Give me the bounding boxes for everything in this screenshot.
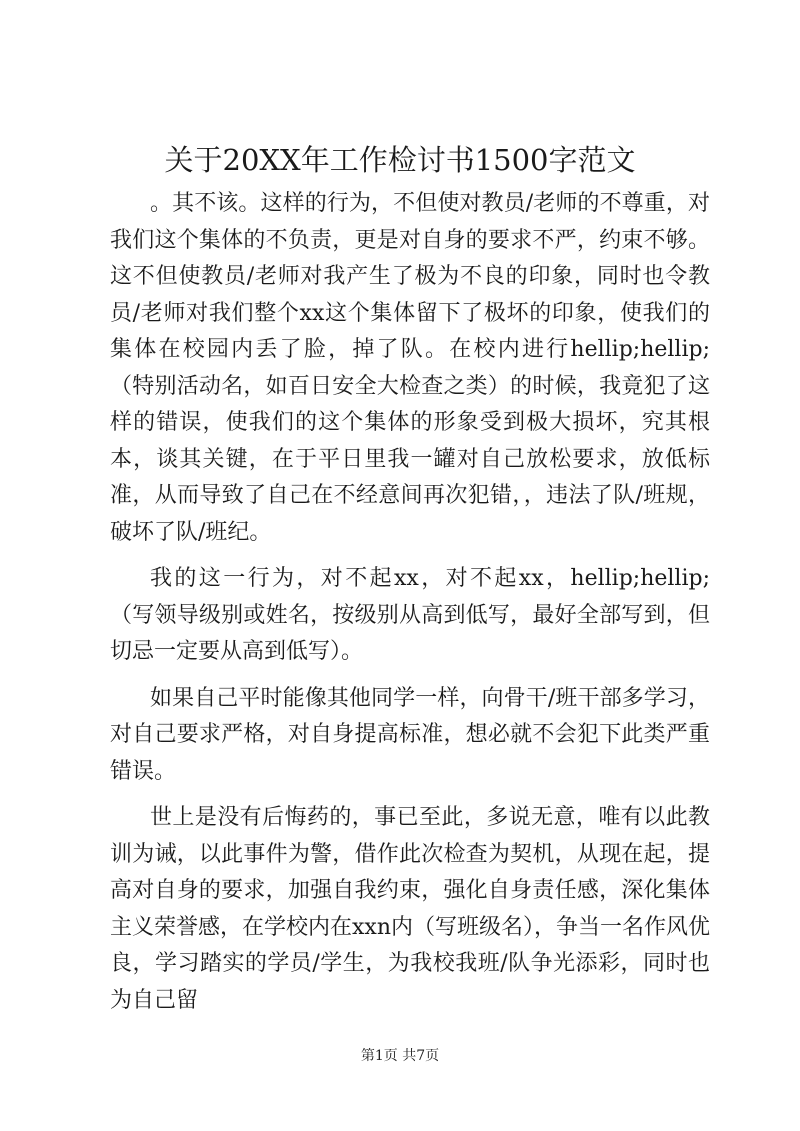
paragraph-4: 世上是没有后悔药的，事已至此，多说无意，唯有以此教训为诫，以此事件为警，借作此次检查为契机，从现在起，提高对自身的要求，加强自我约束，强化自身责任感，深化集体主义荣誉感，在学校内在xxn内（写班级名），争当一名作风优良，学习踏实的学员/学生，为我校我班/队争光添彩，同时也为自己留 <box>110 805 710 1013</box>
paragraph-3: 如果自己平时能像其他同学一样，向骨干/班干部多学习，对自己要求严格，对自身提高标准，想必就不会犯下此类严重错误。 <box>110 685 710 784</box>
document-title: 关于20XX年工作检讨书1500字范文 <box>164 143 636 177</box>
paragraph-1: 。其不该。这样的行为，不但使对教员/老师的不尊重，对我们这个集体的不负责，更是对自身的要求不严，约束不够。这不但使教员/老师对我产生了极为不良的印象，同时也令教员/老师对我们整个xx这个集体留下了极坏的印象，使我们的集体在校园内丢了脸，掉了队。在校内进行hellip;hellip;（特别活动名，如百日安全大检查之类）的时候，我竟犯了这样的错误，使我们的这个集体的形象受到极大损坏，究其根本，谈其关键，在于平日里我一罐对自己放松要求，放低标准，从而导致了自己在不经意间再次犯错，，违法了队/班规，破坏了队/班纪。 <box>110 191 710 545</box>
document-body <box>110 186 710 1019</box>
paragraph-2: 我的这一行为，对不起xx，对不起xx，hellip;hellip;（写领导级别或姓名，按级别从高到低写，最好全部写到，但切忌一定要从高到低写）。 <box>110 566 710 664</box>
page-footer: 第1页 共7页 <box>360 1048 440 1064</box>
